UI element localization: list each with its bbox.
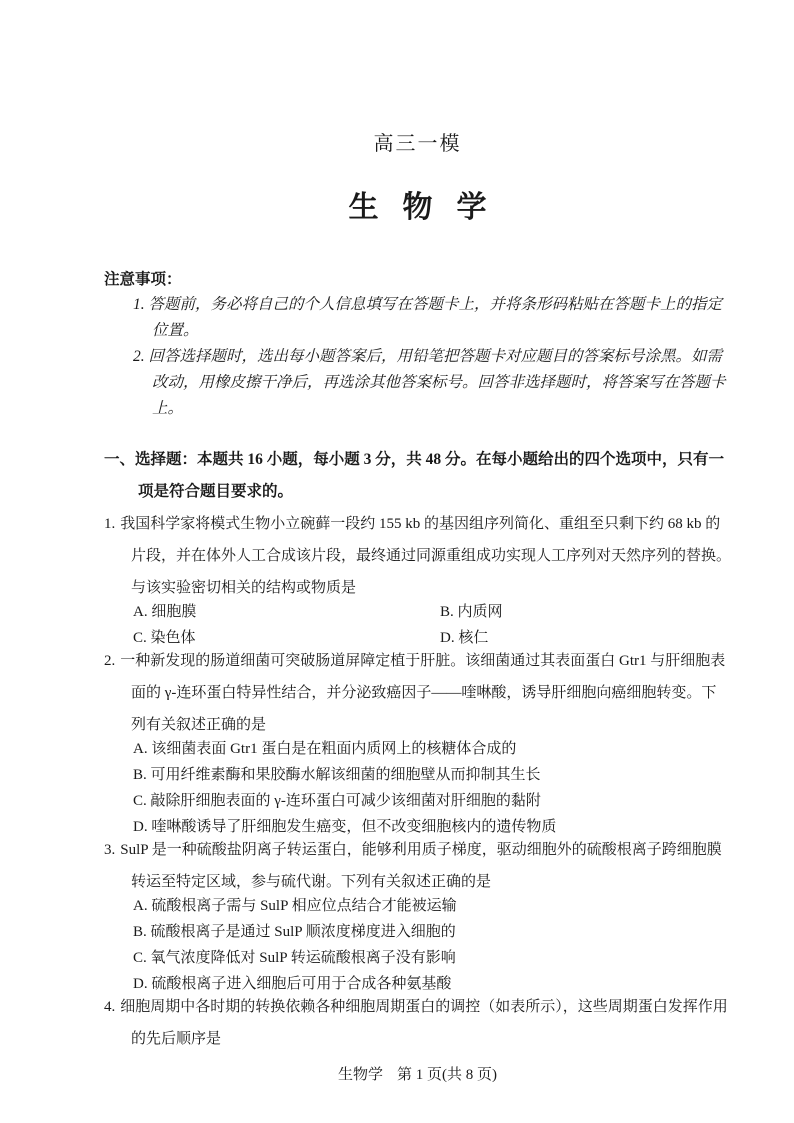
options-list: [133, 736, 731, 840]
question-stem: [104, 991, 731, 1055]
question-stem: [104, 508, 731, 604]
option-b: B. 可用纤维素酶和果胶酶水解该细菌的细胞壁从而抑制其生长: [133, 767, 541, 783]
question-3: [104, 834, 731, 997]
page-footer: [104, 1064, 731, 1086]
question-number: 2.: [104, 653, 116, 669]
notice-item: 2. 回答选择题时，选出每小题答案后，用铅笔把答题卡对应题目的答案标号涂黑。如需改动，用橡皮擦干净后，再选涂其他答案标号。回答非选择题时，将答案写在答题卡上。: [133, 348, 726, 417]
footer-subject: 生物学: [337, 1067, 383, 1083]
option-b: B. 硫酸根离子是通过 SulP 顺浓度梯度进入细胞的: [133, 924, 456, 940]
subject-title: 生物学: [348, 191, 511, 224]
option-c: C. 氧气浓度降低对 SulP 转运硫酸根离子没有影响: [133, 950, 456, 966]
option-d: D. 核仁: [440, 630, 489, 646]
option-c: C. 敲除肝细胞表面的 γ-连环蛋白可减少该细菌对肝细胞的黏附: [133, 793, 541, 809]
option-d: D. 硫酸根离子进入细胞后可用于合成各种氨基酸: [133, 976, 452, 992]
options-list: [133, 893, 731, 997]
question-stem-text: SulP 是一种硫酸盐阴离子转运蛋白，能够利用质子梯度，驱动细胞外的硫酸根离子跨细胞膜转运至特定区域，参与硫代谢。下列有关叙述正确的是: [120, 842, 722, 890]
notices-heading: 注意事项：: [104, 271, 182, 288]
question-stem-text: 一种新发现的肠道细菌可突破肠道屏障定植于肝脏。该细菌通过其表面蛋白 Gtr1 与肝细胞表面的 γ-连环蛋白特异性结合，并分泌致癌因子——喹啉酸，诱导肝细胞向癌细胞转变。下列有关叙述正确的是: [120, 653, 726, 733]
question-1: [104, 508, 731, 651]
option-d: D. 喹啉酸诱导了肝细胞发生癌变，但不改变细胞核内的遗传物质: [133, 819, 557, 835]
exam-label: 高三一模: [373, 133, 462, 155]
question-number: 4.: [104, 999, 116, 1015]
question-stem: [104, 834, 731, 898]
option-a: A. 该细菌表面 Gtr1 蛋白是在粗面内质网上的核糖体合成的: [133, 741, 517, 757]
notice-item: 1. 答题前，务必将自己的个人信息填写在答题卡上，并将条形码粘贴在答题卡上的指定位置。: [133, 296, 723, 339]
question-4: [104, 991, 731, 1055]
notices-block: [104, 268, 731, 422]
question-2: [104, 645, 731, 840]
options-grid: [133, 599, 731, 651]
footer-page-number: 第 1 页(共 8 页): [397, 1067, 497, 1083]
question-stem-text: 细胞周期中各时期的转换依赖各种细胞周期蛋白的调控（如表所示），这些周期蛋白发挥作用的先后顺序是: [120, 999, 728, 1047]
option-a: A. 硫酸根离子需与 SulP 相应位点结合才能被运输: [133, 898, 457, 914]
option-b: B. 内质网: [440, 604, 503, 620]
question-stem-text: 我国科学家将模式生物小立碗藓一段约 155 kb 的基因组序列简化、重组至只剩下约 68 kb 的片段，并在体外人工合成该片段，最终通过同源重组成功实现人工序列对天然序列的替换。与该实验密切相关的结构或物质是: [120, 516, 732, 596]
option-a: A. 细胞膜: [133, 604, 197, 620]
question-number: 1.: [104, 516, 116, 532]
question-number: 3.: [104, 842, 116, 858]
question-stem: [104, 645, 731, 741]
option-c: C. 染色体: [133, 630, 196, 646]
page-content: [104, 0, 731, 1055]
section-one-header: 一、选择题：本题共 16 小题，每小题 3 分，共 48 分。在每小题给出的四个选项中，只有一项是符合题目要求的。: [104, 451, 725, 500]
